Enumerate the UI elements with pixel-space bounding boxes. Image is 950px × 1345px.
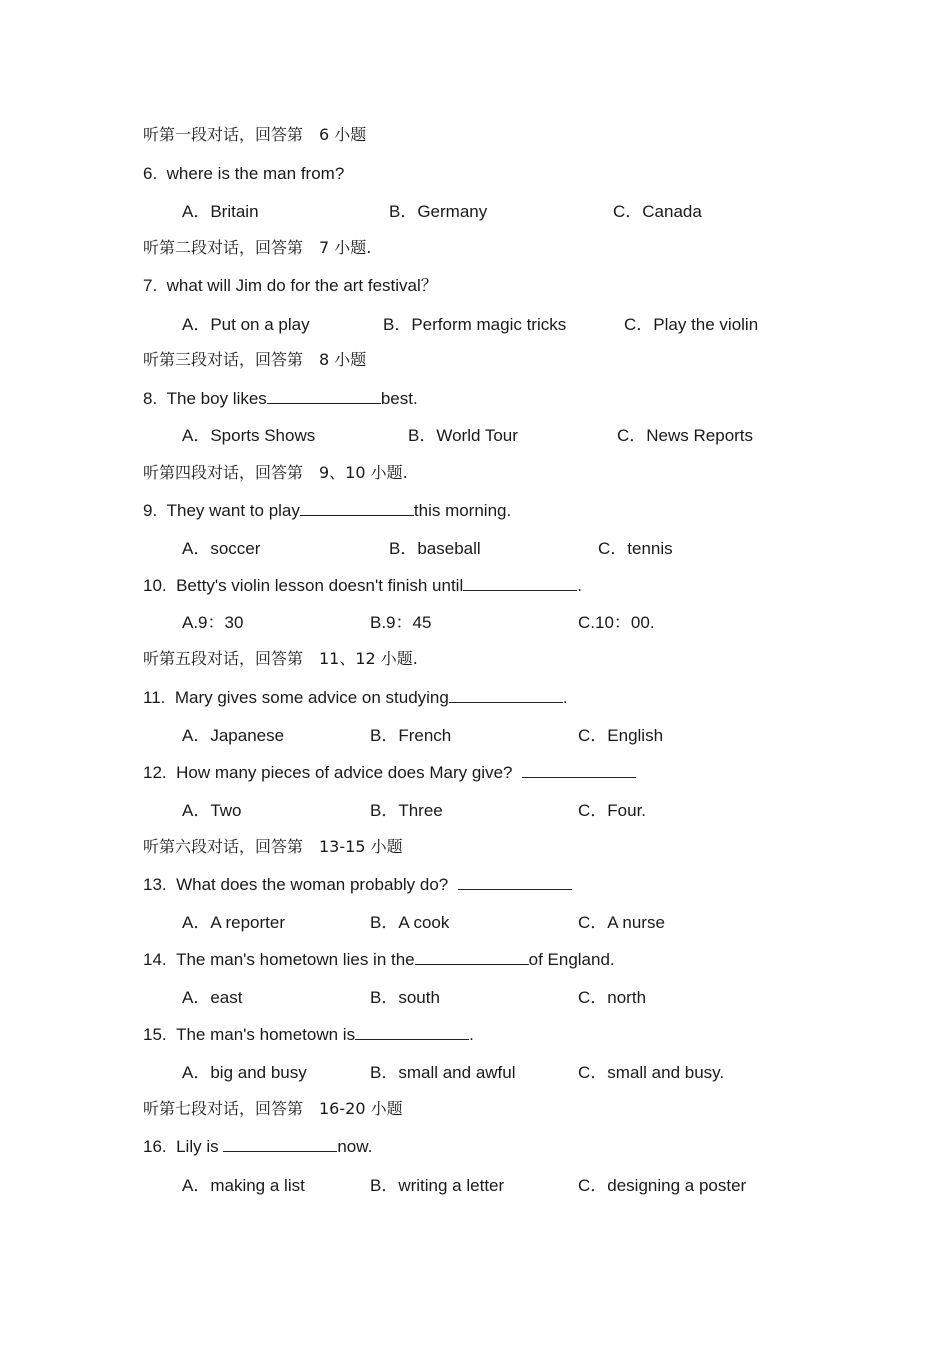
question-text: What does the woman probably do? [176,875,449,894]
question-7 [143,275,438,297]
question-number: 14. [143,950,167,969]
question-text: Mary gives some advice on studying [174,688,449,707]
question-number: 7. [143,276,158,295]
option-8-a[interactable]: A．Sports Shows [182,426,316,445]
option-15-b[interactable]: B．small and awful [370,1063,516,1082]
question-13 [143,874,572,896]
question-text: How many pieces of advice does Mary give? [176,763,513,782]
question-9 [143,500,511,522]
answer-blank[interactable] [223,1136,337,1152]
option-16-b[interactable]: B．writing a letter [370,1176,505,1195]
option-7-a[interactable]: A．Put on a play [182,315,310,334]
answer-blank[interactable] [300,500,414,516]
question-text: where is the man from? [166,164,345,183]
section-heading-2: 听第二段对话，回答第 7 小题. [143,238,372,257]
section-heading-3: 听第三段对话，回答第 8 小题 [143,350,367,369]
option-15-c[interactable]: C．small and busy. [578,1063,725,1082]
question-number: 6. [143,164,158,183]
option-9-a[interactable]: A．soccer [182,539,261,558]
answer-blank[interactable] [267,388,381,404]
question-text: They want to play [166,501,300,520]
question-number: 16. [143,1137,167,1156]
question-text-end: . [469,1025,474,1044]
question-14 [143,949,615,971]
question-text-end: . [577,576,582,595]
section-heading-6: 听第六段对话，回答第 13-15 小题 [143,837,403,856]
question-text: The boy likes [166,389,267,408]
option-14-b[interactable]: B．south [370,988,440,1007]
question-number: 9. [143,501,158,520]
answer-blank[interactable] [415,949,529,965]
option-9-c[interactable]: C．tennis [598,539,673,558]
option-10-b[interactable]: B.9：45 [370,613,432,632]
option-7-c[interactable]: C．Play the violin [624,315,759,334]
question-8 [143,388,418,410]
question-12 [143,762,636,784]
question-text-end: best. [380,389,418,408]
option-11-c[interactable]: C．English [578,726,664,745]
question-text: The man's hometown is [176,1025,356,1044]
section-heading-5: 听第五段对话，回答第 11、12 小题. [143,649,418,668]
section-heading-7: 听第七段对话，回答第 16-20 小题 [143,1099,403,1118]
question-text: Betty's violin lesson doesn't finish until [176,576,464,595]
option-8-c[interactable]: C．News Reports [617,426,754,445]
option-14-a[interactable]: A．east [182,988,243,1007]
option-6-c[interactable]: C．Canada [613,202,702,221]
question-text: what will Jim do for the art festival？ [166,276,438,295]
option-10-a[interactable]: A.9：30 [182,613,244,632]
answer-blank[interactable] [449,687,563,703]
question-text: Lily is [176,1137,219,1156]
question-text-end: now. [337,1137,373,1156]
option-6-b[interactable]: B．Germany [389,202,488,221]
question-16 [143,1136,372,1158]
option-8-b[interactable]: B．World Tour [408,426,518,445]
option-16-a[interactable]: A．making a list [182,1176,305,1195]
answer-blank[interactable] [458,874,572,890]
option-9-b[interactable]: B．baseball [389,539,481,558]
option-13-c[interactable]: C．A nurse [578,913,665,932]
option-11-a[interactable]: A．Japanese [182,726,285,745]
option-6-a[interactable]: A．Britain [182,202,259,221]
option-16-c[interactable]: C．designing a poster [578,1176,747,1195]
option-12-c[interactable]: C．Four. [578,801,647,820]
option-14-c[interactable]: C．north [578,988,647,1007]
question-number: 10. [143,576,167,595]
question-6 [143,163,344,185]
option-10-c[interactable]: C.10：00. [578,613,655,632]
option-15-a[interactable]: A．big and busy [182,1063,307,1082]
option-7-b[interactable]: B．Perform magic tricks [383,315,567,334]
question-number: 13. [143,875,167,894]
question-10 [143,575,582,597]
option-12-b[interactable]: B．Three [370,801,443,820]
question-text-end: . [562,688,568,707]
question-number: 11. [143,688,166,707]
question-11 [143,687,568,709]
question-text-end: of England. [528,950,615,969]
answer-blank[interactable] [355,1024,469,1040]
section-heading-4: 听第四段对话，回答第 9、10 小题. [143,463,408,482]
question-text-end: this morning. [413,501,512,520]
answer-blank[interactable] [522,762,636,778]
question-number: 8. [143,389,158,408]
option-13-a[interactable]: A．A reporter [182,913,285,932]
question-number: 12. [143,763,167,782]
section-heading-1: 听第一段对话，回答第 6 小题 [143,125,367,144]
option-12-a[interactable]: A．Two [182,801,242,820]
question-number: 15. [143,1025,167,1044]
option-13-b[interactable]: B．A cook [370,913,450,932]
question-text: The man's hometown lies in the [176,950,415,969]
answer-blank[interactable] [463,575,577,591]
question-15 [143,1024,474,1046]
option-11-b[interactable]: B．French [370,726,452,745]
